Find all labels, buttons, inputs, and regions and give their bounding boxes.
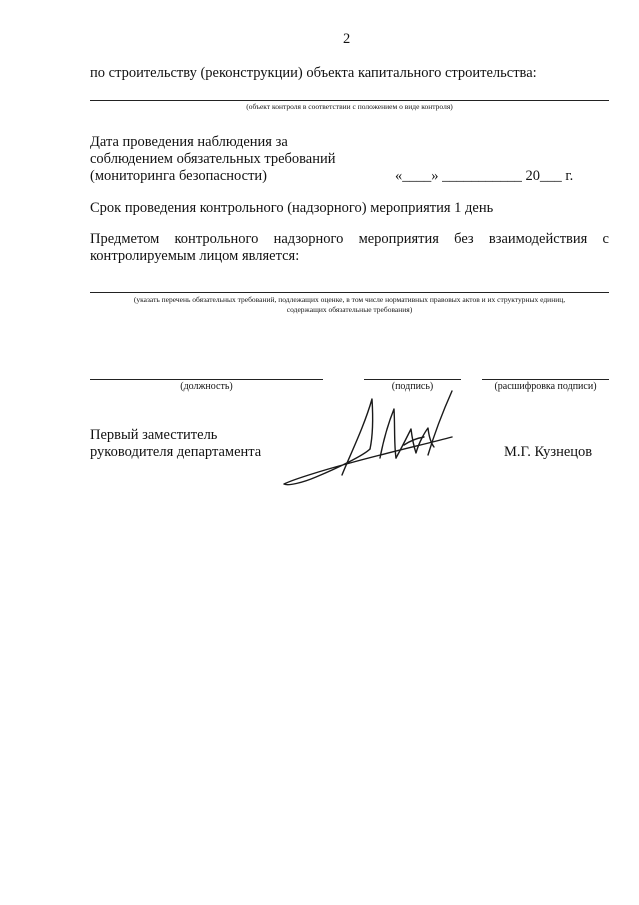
monitoring-label-line3: (мониторинга безопасности) bbox=[90, 168, 268, 184]
page-number: 2 bbox=[343, 31, 351, 47]
object-line-underline bbox=[90, 100, 609, 101]
monitoring-date-template: «____» ___________ 20___ г. bbox=[395, 168, 574, 184]
signature-caption: (подпись) bbox=[391, 381, 434, 392]
handwritten-signature bbox=[280, 385, 470, 495]
subject-line1: Предметом контрольного надзорного мероприятия без взаимодействия с bbox=[90, 231, 609, 247]
signatory-position-line1: Первый заместитель bbox=[90, 427, 218, 443]
decoding-field-line bbox=[482, 379, 609, 380]
signature-field-line bbox=[364, 379, 461, 380]
position-field-line bbox=[90, 379, 323, 380]
subject-line2: контролируемым лицом является: bbox=[90, 248, 300, 264]
subject-caption-line1: (указать перечень обязательных требований, подлежащих оценке, в том числе нормативных правовых актов и их структурных единиц, bbox=[133, 295, 566, 304]
inspection-duration: Срок проведения контрольного (надзорного) мероприятия 1 день bbox=[90, 200, 494, 216]
monitoring-label-line2: соблюдением обязательных требований bbox=[90, 151, 336, 167]
position-caption: (должность) bbox=[180, 381, 233, 392]
monitoring-label-line1: Дата проведения наблюдения за bbox=[90, 134, 288, 150]
object-line-caption: (объект контроля в соответствии с положением о виде контроля) bbox=[246, 102, 453, 111]
object-line-text: по строительству (реконструкции) объекта капитального строительства: bbox=[90, 65, 537, 81]
subject-underline bbox=[90, 292, 609, 293]
signatory-name: М.Г. Кузнецов bbox=[504, 444, 593, 460]
signatory-position-line2: руководителя департамента bbox=[90, 444, 262, 460]
subject-caption-line2: содержащих обязательные требования) bbox=[286, 305, 413, 314]
decoding-caption: (расшифровка подписи) bbox=[494, 381, 597, 392]
